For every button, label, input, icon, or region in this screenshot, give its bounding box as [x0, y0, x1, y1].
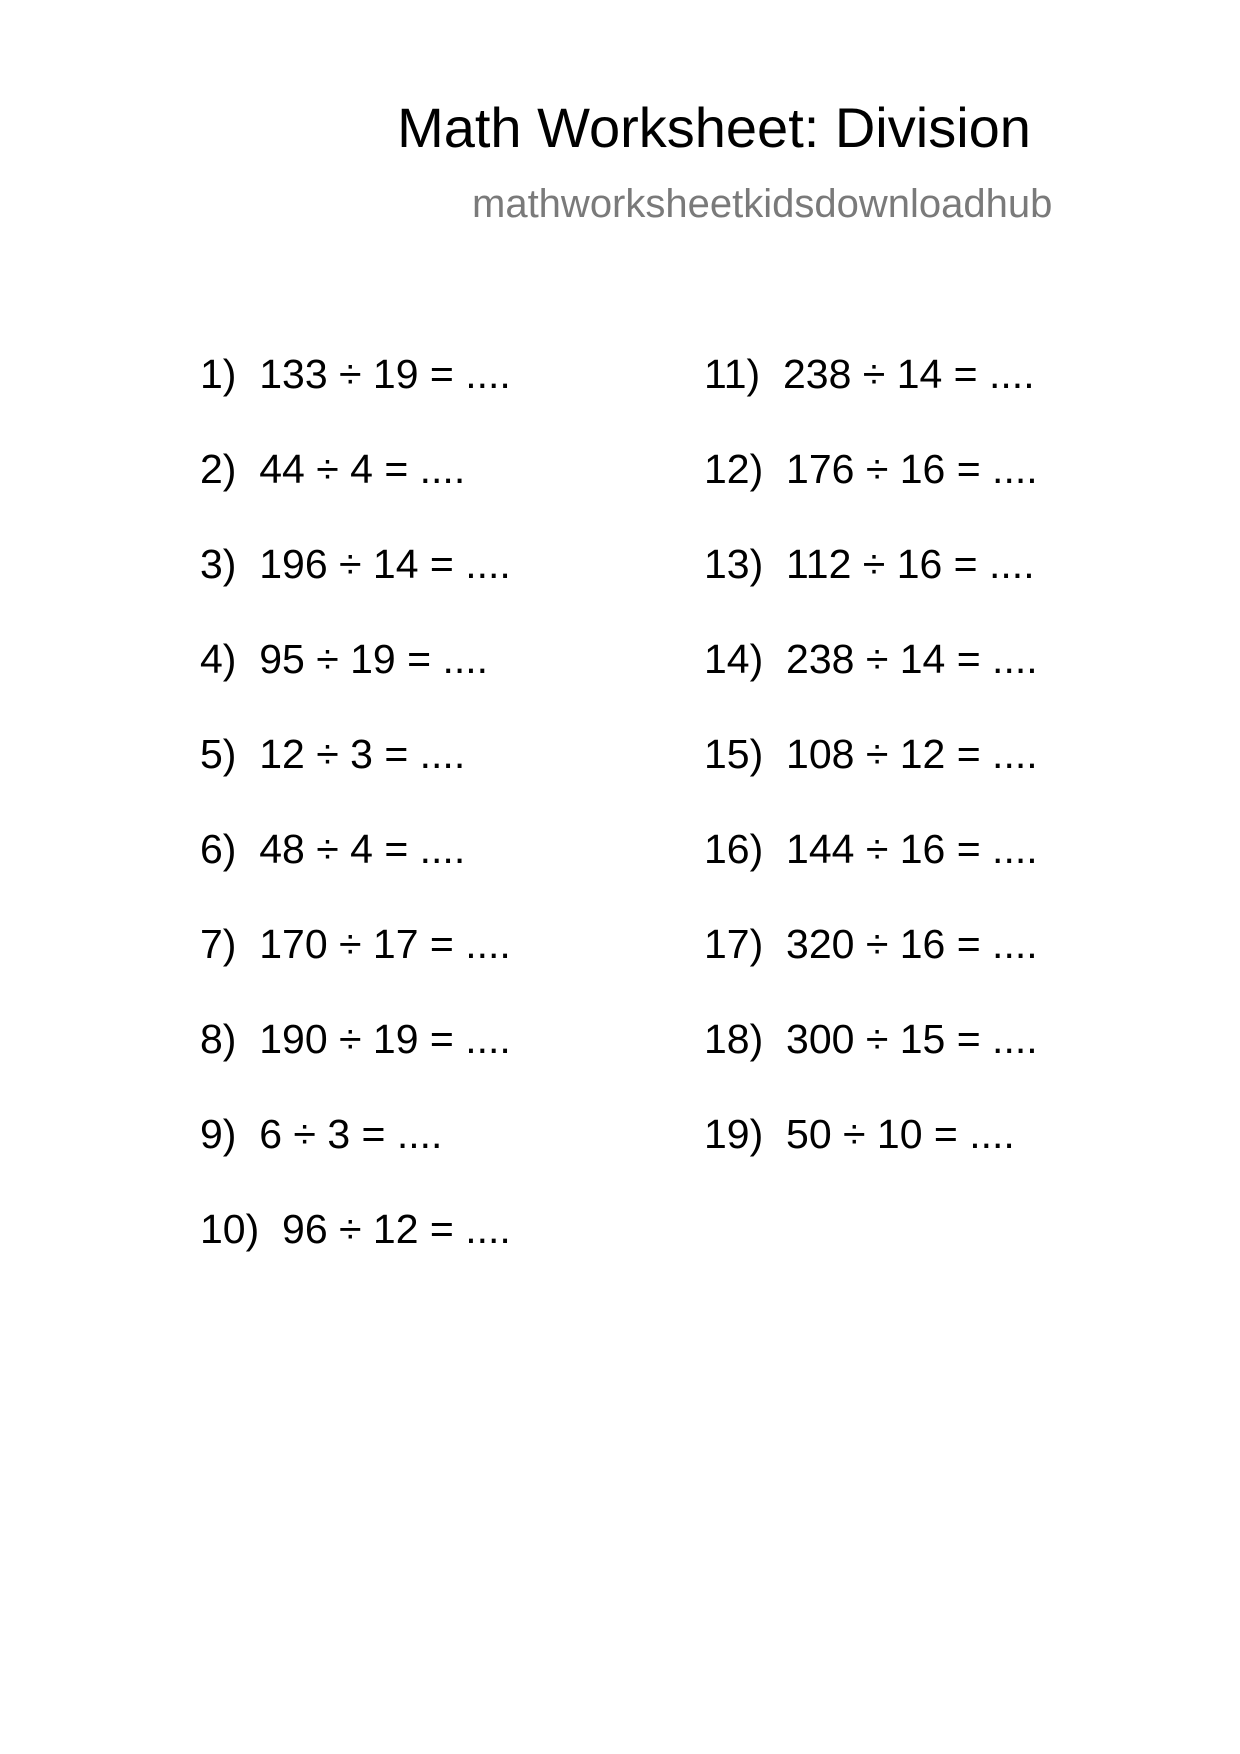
problem-17: 17) 320 ÷ 16 = .... — [704, 921, 1038, 967]
worksheet-subtitle: mathworksheetkidsdownloadhub — [472, 182, 1053, 226]
problem-19: 19) 50 ÷ 10 = .... — [704, 1111, 1015, 1157]
worksheet-title: Math Worksheet: Division — [397, 96, 1031, 159]
problem-7: 7) 170 ÷ 17 = .... — [200, 921, 511, 967]
problem-12: 12) 176 ÷ 16 = .... — [704, 446, 1038, 492]
problem-3: 3) 196 ÷ 14 = .... — [200, 541, 511, 587]
problem-16: 16) 144 ÷ 16 = .... — [704, 826, 1038, 872]
problem-14: 14) 238 ÷ 14 = .... — [704, 636, 1038, 682]
problem-5: 5) 12 ÷ 3 = .... — [200, 731, 466, 777]
problem-13: 13) 112 ÷ 16 = .... — [704, 541, 1035, 587]
problem-10: 10) 96 ÷ 12 = .... — [200, 1206, 511, 1252]
problem-4: 4) 95 ÷ 19 = .... — [200, 636, 489, 682]
problem-1: 1) 133 ÷ 19 = .... — [200, 351, 511, 397]
problem-18: 18) 300 ÷ 15 = .... — [704, 1016, 1038, 1062]
problem-8: 8) 190 ÷ 19 = .... — [200, 1016, 511, 1062]
problem-2: 2) 44 ÷ 4 = .... — [200, 446, 466, 492]
problem-11: 11) 238 ÷ 14 = .... — [704, 351, 1035, 397]
problem-15: 15) 108 ÷ 12 = .... — [704, 731, 1038, 777]
problem-column-left — [200, 350, 511, 1300]
problem-6: 6) 48 ÷ 4 = .... — [200, 826, 466, 872]
problem-9: 9) 6 ÷ 3 = .... — [200, 1111, 443, 1157]
problem-column-right — [704, 350, 1038, 1205]
